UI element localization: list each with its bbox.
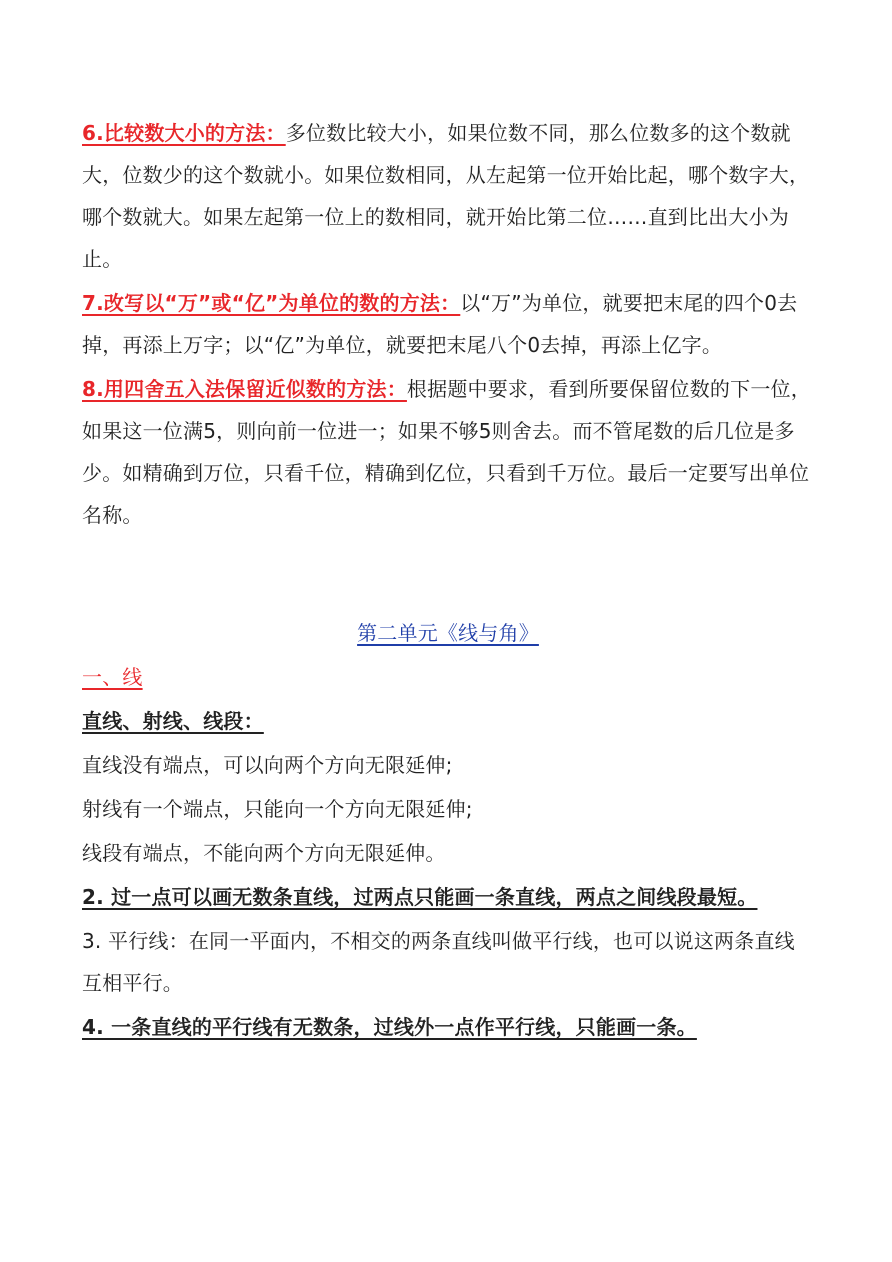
unit-title-row	[82, 612, 814, 654]
item-6-paragraph	[82, 112, 814, 280]
item-6-text: 多位数比较大小，如果位数不同，那么位数多的这个数就大，位数少的这个数就小。如果位数相同，从左起第一位开始比起，哪个数字大，哪个数就大。如果左起第一位上的数相同，就开始比第二位……直到比出大小为止。	[82, 121, 810, 271]
item-8-label: 8.用四舍五入法保留近似数的方法：	[82, 377, 407, 401]
point-2: 2. 过一点可以画无数条直线，过两点只能画一条直线，两点之间线段最短。	[82, 885, 758, 909]
point-4-row	[82, 1006, 814, 1048]
item-8-text: 根据题中要求，看到所要保留位数的下一位，如果这一位满5，则向前一位进一；如果不够5则舍去。而不管尾数的后几位是多少。如精确到万位，只看千位，精确到亿位，只看到千万位。最后一定要写出单位名称。	[82, 377, 811, 527]
item-8-paragraph	[82, 368, 814, 536]
item-6-label: 6.比较数大小的方法：	[82, 121, 286, 145]
item-7-paragraph	[82, 282, 814, 366]
unit-title: 第二单元《线与角》	[357, 621, 539, 645]
subheading: 直线、射线、线段：	[82, 709, 264, 733]
ray-definition: 射线有一个端点，只能向一个方向无限延伸;	[82, 797, 473, 821]
point-2-row	[82, 876, 814, 918]
item-7-label: 7.改写以“万”或“亿”为单位的数的方法：	[82, 291, 461, 315]
section-heading-row	[82, 656, 814, 698]
point-4: 4. 一条直线的平行线有无数条，过线外一点作平行线，只能画一条。	[82, 1015, 697, 1039]
segment-definition: 线段有端点，不能向两个方向无限延伸。	[82, 841, 446, 865]
subheading-row	[82, 700, 814, 742]
section-heading: 一、线	[82, 665, 143, 689]
section-spacer	[82, 538, 814, 612]
line-definition: 直线没有端点，可以向两个方向无限延伸;	[82, 753, 453, 777]
point-3: 3. 平行线：在同一平面内，不相交的两条直线叫做平行线，也可以说这两条直线互相平行。	[82, 929, 795, 995]
item-7-text: 以“万”为单位，就要把末尾的四个0去掉，再添上万字；以“亿”为单位，就要把末尾八个0去掉，再添上亿字。	[82, 291, 798, 357]
document-page	[82, 112, 814, 1050]
